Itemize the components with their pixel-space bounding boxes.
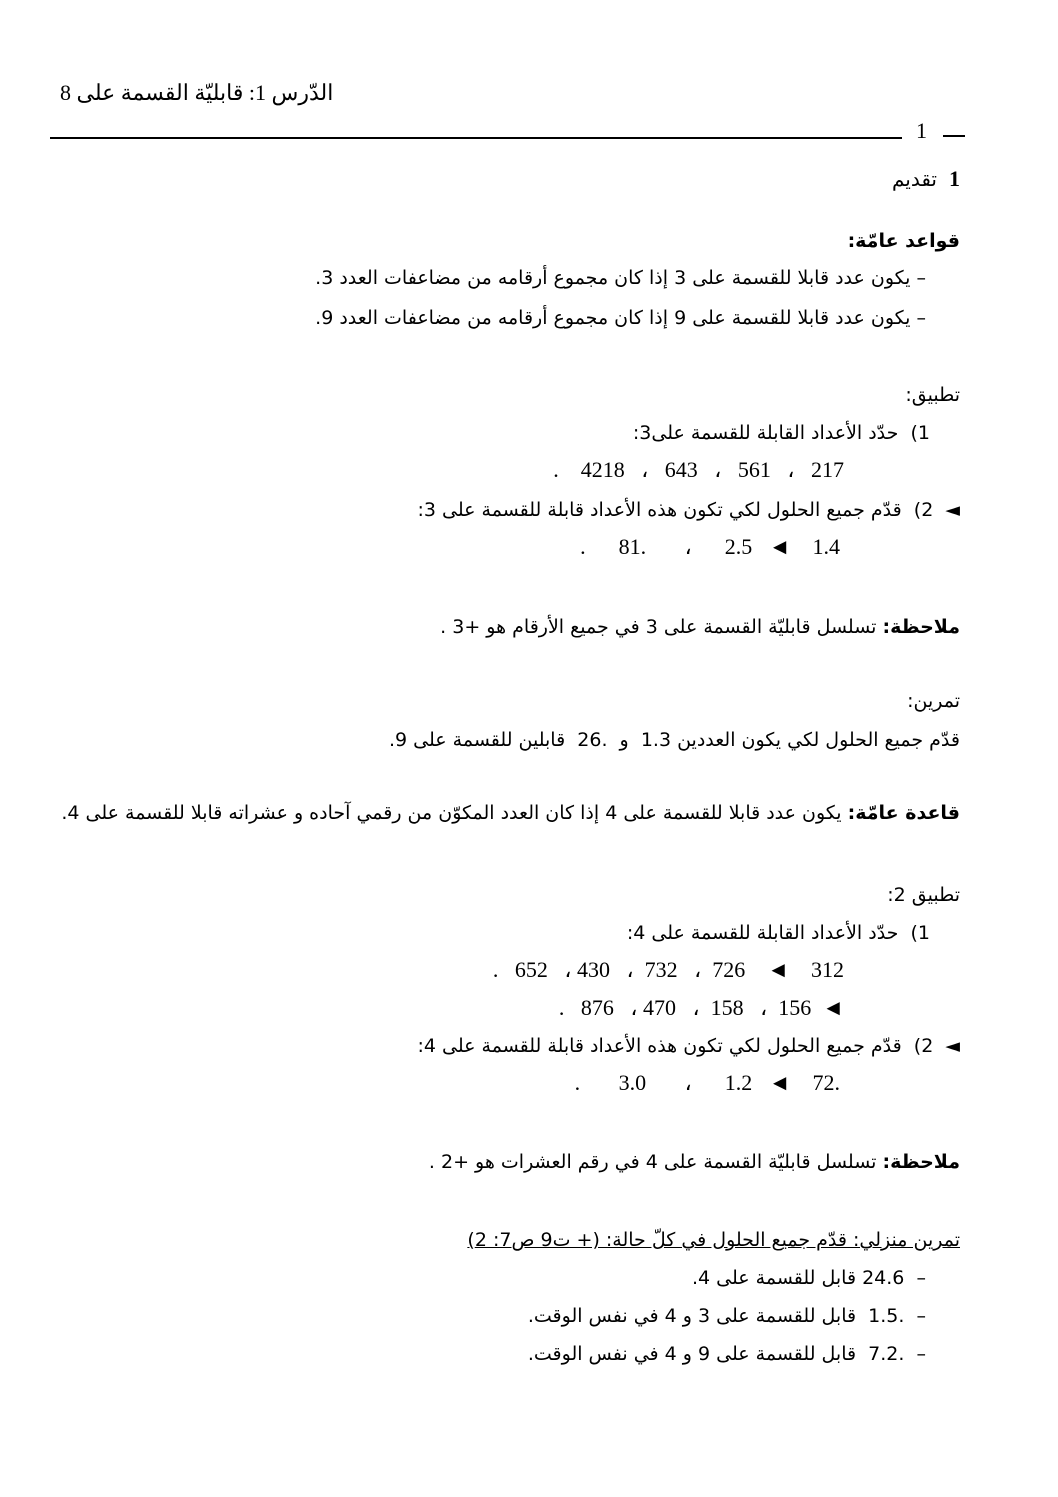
question-2: ◄ 2) قدّم جميع الحلول لكي تكون هذه الأعداد قابلة للقسمة على 3: <box>417 499 960 521</box>
note-text: تسلسل قابليّة القسمة على 4 في رقم العشرات هو +2 . <box>428 1151 883 1173</box>
numbers-row: . 81. ، 2.5 ◄ 1.4 <box>580 534 840 559</box>
note <box>440 612 960 642</box>
homework-text: قدّم جميع الحلول في كلّ حالة: (+ ت9 ص7: 2) <box>467 1229 854 1251</box>
document-title: الدّرس 1: قابليّة القسمة على 8 <box>60 80 334 105</box>
numbers-row: . 876 ، 470 ، 158 ، 156 ◄ <box>558 995 844 1020</box>
page-number-dash <box>943 135 965 137</box>
rule-item: – يكون عدد قابلا للقسمة على 9 إذا كان مجموع أرقامه من مضاعفات العدد 9. <box>315 307 926 329</box>
header-rule <box>50 137 902 139</box>
page-number: 1 <box>916 118 927 143</box>
question-1: 1) حدّد الأعداد القابلة للقسمة على3: <box>632 422 930 444</box>
rule-item: – يكون عدد قابلا للقسمة على 3 إذا كان مجموع أرقامه من مضاعفات العدد 3. <box>315 267 926 289</box>
general-rule <box>40 798 960 828</box>
rule-text: يكون عدد قابلا للقسمة على 4 إذا كان العدد المكوّن من رقمي آحاده و عشراته قابلا للقسمة على 4. <box>61 802 848 824</box>
question-1: 1) حدّد الأعداد القابلة للقسمة على 4: <box>626 922 930 944</box>
homework-heading <box>467 1225 960 1255</box>
rule-label: قاعدة عامّة: <box>847 802 960 824</box>
numbers-row: . 652 ، 430 ، 732 ، 726 ◄ 312 <box>492 957 844 982</box>
homework-label: تمرين منزلي: <box>853 1229 960 1251</box>
rules-heading: قواعد عامّة: <box>847 230 960 252</box>
numbers-row: . 3.0 ، 1.2 ◄ 72. <box>574 1070 840 1095</box>
homework-item: – 24.6 قابل للقسمة على 4. <box>691 1267 926 1289</box>
note-label: ملاحظة: <box>882 1151 960 1173</box>
exercise-heading: تمرين: <box>907 690 960 712</box>
application-heading: تطبيق: <box>905 384 960 406</box>
numbers-row: . 4218 ، 643 ، 561 ، 217 <box>553 457 844 482</box>
section-heading <box>892 164 960 194</box>
homework-item: – .7.2 قابل للقسمة على 9 و 4 في نفس الوقت. <box>527 1343 926 1365</box>
section-title: تقديم <box>891 167 937 191</box>
question-2: ◄ 2) قدّم جميع الحلول لكي تكون هذه الأعداد قابلة للقسمة على 4: <box>417 1035 960 1057</box>
note-text: تسلسل قابليّة القسمة على 3 في جميع الأرقام هو +3 . <box>440 616 883 638</box>
application-heading: تطبيق 2: <box>887 884 960 906</box>
note-label: ملاحظة: <box>882 616 960 638</box>
homework-item: – .1.5 قابل للقسمة على 3 و 4 في نفس الوقت. <box>527 1305 926 1327</box>
exercise-text: قدّم جميع الحلول لكي يكون العددين 1.3 و .26 قابلين للقسمة على 9. <box>388 729 960 751</box>
note <box>429 1147 960 1177</box>
section-number: 1 <box>949 166 960 191</box>
